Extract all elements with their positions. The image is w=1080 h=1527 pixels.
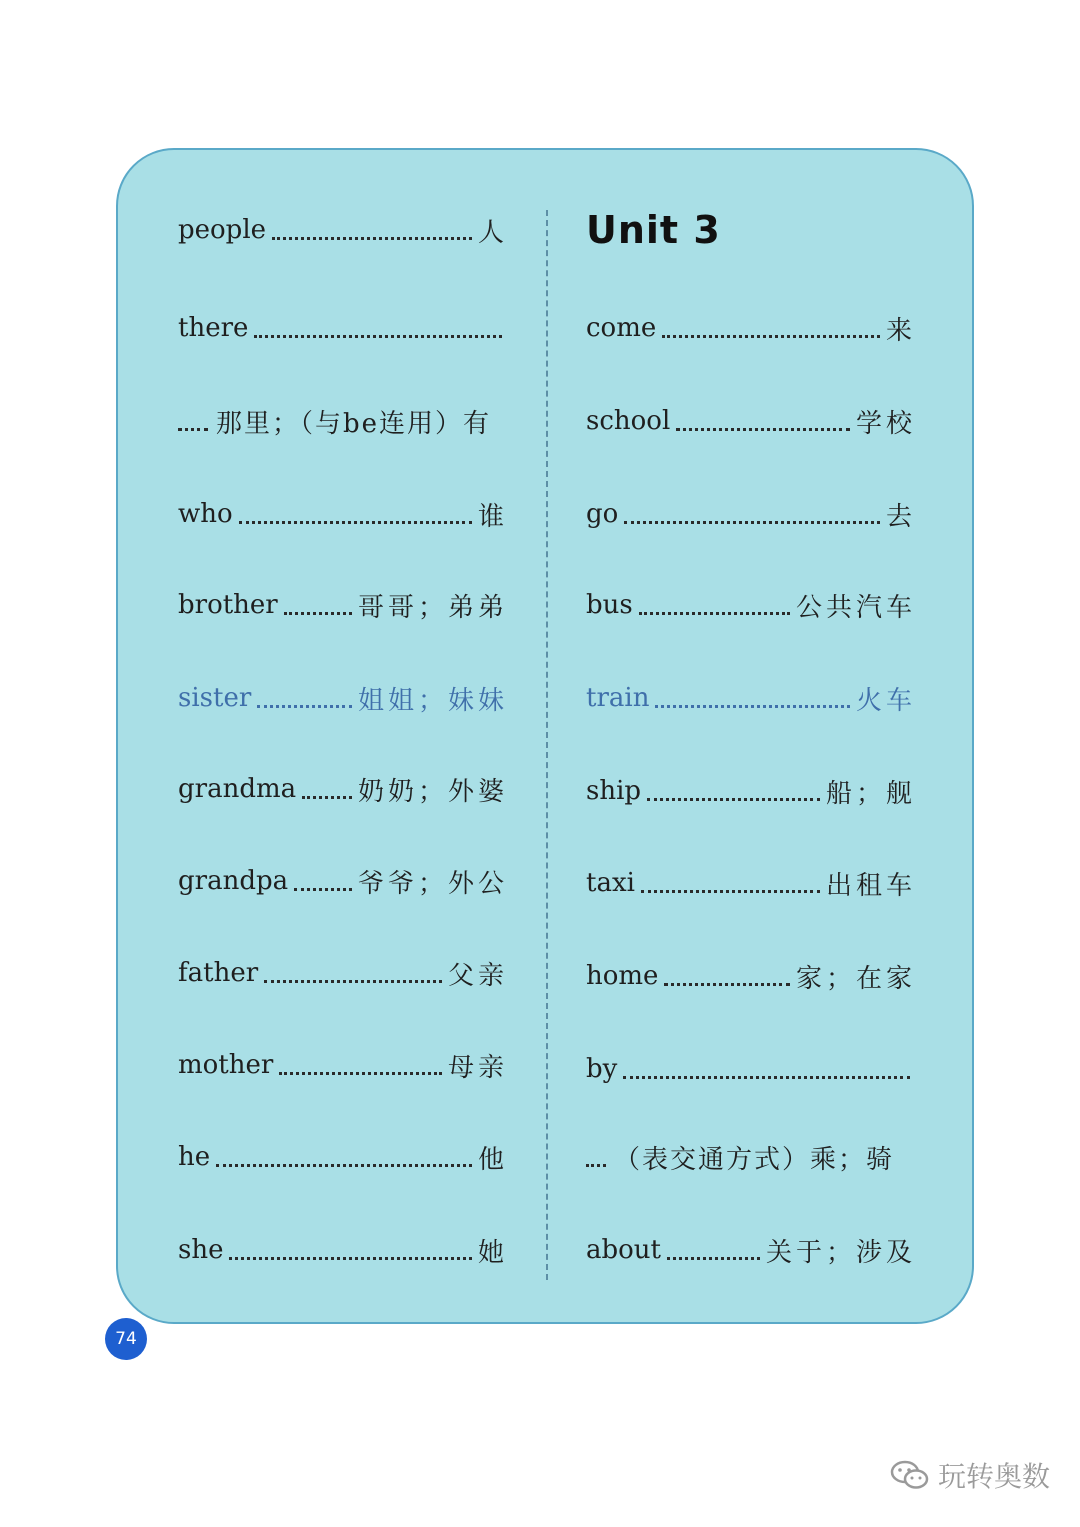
leader-dots	[294, 888, 352, 891]
entry-word: father	[178, 958, 259, 988]
unit-title: Unit 3	[586, 208, 721, 252]
word-entry	[178, 764, 508, 814]
leader-dots	[178, 428, 208, 431]
entry-word: come	[586, 313, 657, 343]
entry-word: taxi	[586, 868, 635, 898]
leader-dots	[676, 428, 850, 431]
word-entry	[586, 580, 916, 630]
entry-word: there	[178, 313, 249, 343]
word-entry	[178, 489, 508, 539]
word-entry-highlighted	[178, 673, 508, 723]
entry-meaning: 父亲	[447, 960, 508, 991]
entry-word: people	[178, 215, 267, 245]
word-entry	[586, 489, 916, 539]
entry-meaning: 爷爷；外公	[357, 868, 508, 899]
entry-meaning: 哥哥；弟弟	[357, 592, 508, 623]
leader-dots	[302, 796, 352, 799]
word-entry-highlighted	[586, 673, 916, 723]
word-entry	[178, 1040, 508, 1090]
entry-word: ship	[586, 776, 642, 806]
word-entry	[178, 580, 508, 630]
leader-dots	[655, 705, 850, 708]
entry-word: about	[586, 1235, 661, 1265]
entry-meaning: 公共汽车	[795, 592, 916, 623]
leader-dots	[254, 335, 502, 338]
leader-dots	[279, 1072, 442, 1075]
leader-dots	[264, 980, 442, 983]
word-entry	[178, 205, 508, 255]
word-entry-continuation	[178, 396, 508, 446]
entry-word: go	[586, 499, 619, 529]
entry-word: grandpa	[178, 866, 289, 896]
word-entry	[586, 766, 916, 816]
entry-meaning: 船；舰	[825, 778, 916, 809]
entry-meaning: 去	[885, 501, 916, 532]
entry-meaning: 姐姐；妹妹	[357, 685, 508, 716]
column-divider	[546, 210, 548, 1280]
entry-meaning: 家；在家	[795, 963, 916, 994]
entry-word: mother	[178, 1050, 274, 1080]
entry-meaning: 母亲	[447, 1052, 508, 1083]
leader-dots	[639, 612, 790, 615]
entry-word: school	[586, 406, 671, 436]
entry-meaning: 谁	[477, 501, 508, 532]
leader-dots	[229, 1257, 472, 1260]
entry-word: brother	[178, 590, 278, 620]
entry-word: by	[586, 1054, 618, 1084]
entry-meaning: 火车	[855, 685, 916, 716]
entry-meaning: 她	[477, 1237, 508, 1268]
entry-word: bus	[586, 590, 633, 620]
word-entry	[586, 1044, 916, 1094]
word-entry-continuation	[586, 1132, 916, 1182]
entry-word: home	[586, 961, 659, 991]
leader-dots	[284, 612, 352, 615]
leader-dots	[624, 521, 880, 524]
entry-meaning: 关于；涉及	[765, 1237, 916, 1268]
entry-word: she	[178, 1235, 224, 1265]
leader-dots	[641, 890, 820, 893]
entry-meaning: 学校	[855, 408, 916, 439]
word-entry	[586, 303, 916, 353]
entry-word: sister	[178, 683, 252, 713]
entry-word: he	[178, 1142, 211, 1172]
entry-word: train	[586, 683, 650, 713]
word-entry	[586, 1225, 916, 1275]
page-number-badge: 74	[105, 1318, 147, 1360]
word-entry	[586, 858, 916, 908]
entry-meaning: 人	[477, 217, 508, 248]
entry-meaning: （表交通方式）乘；骑	[614, 1144, 895, 1175]
word-entry	[178, 948, 508, 998]
leader-dots	[257, 705, 352, 708]
word-entry	[586, 951, 916, 1001]
word-entry	[178, 1225, 508, 1275]
leader-dots	[272, 237, 472, 240]
entry-word: who	[178, 499, 233, 529]
watermark-text: 玩转奥数	[938, 1460, 1051, 1493]
leader-dots	[662, 335, 880, 338]
word-entry	[586, 396, 916, 446]
watermark	[890, 1455, 1050, 1495]
leader-dots	[667, 1257, 760, 1260]
word-entry	[178, 303, 508, 353]
word-entry	[178, 1132, 508, 1182]
entry-meaning: 奶奶；外婆	[357, 776, 508, 807]
entry-meaning: 来	[885, 315, 916, 346]
wechat-icon	[890, 1459, 930, 1491]
leader-dots	[586, 1164, 606, 1167]
leader-dots	[623, 1076, 910, 1079]
leader-dots	[664, 983, 790, 986]
entry-meaning: 出租车	[825, 870, 916, 901]
leader-dots	[239, 521, 472, 524]
entry-meaning: 他	[477, 1144, 508, 1175]
entry-word: grandma	[178, 774, 297, 804]
word-entry	[178, 856, 508, 906]
leader-dots	[647, 798, 820, 801]
entry-meaning: 那里；（与be连用）有	[216, 408, 492, 439]
leader-dots	[216, 1164, 472, 1167]
